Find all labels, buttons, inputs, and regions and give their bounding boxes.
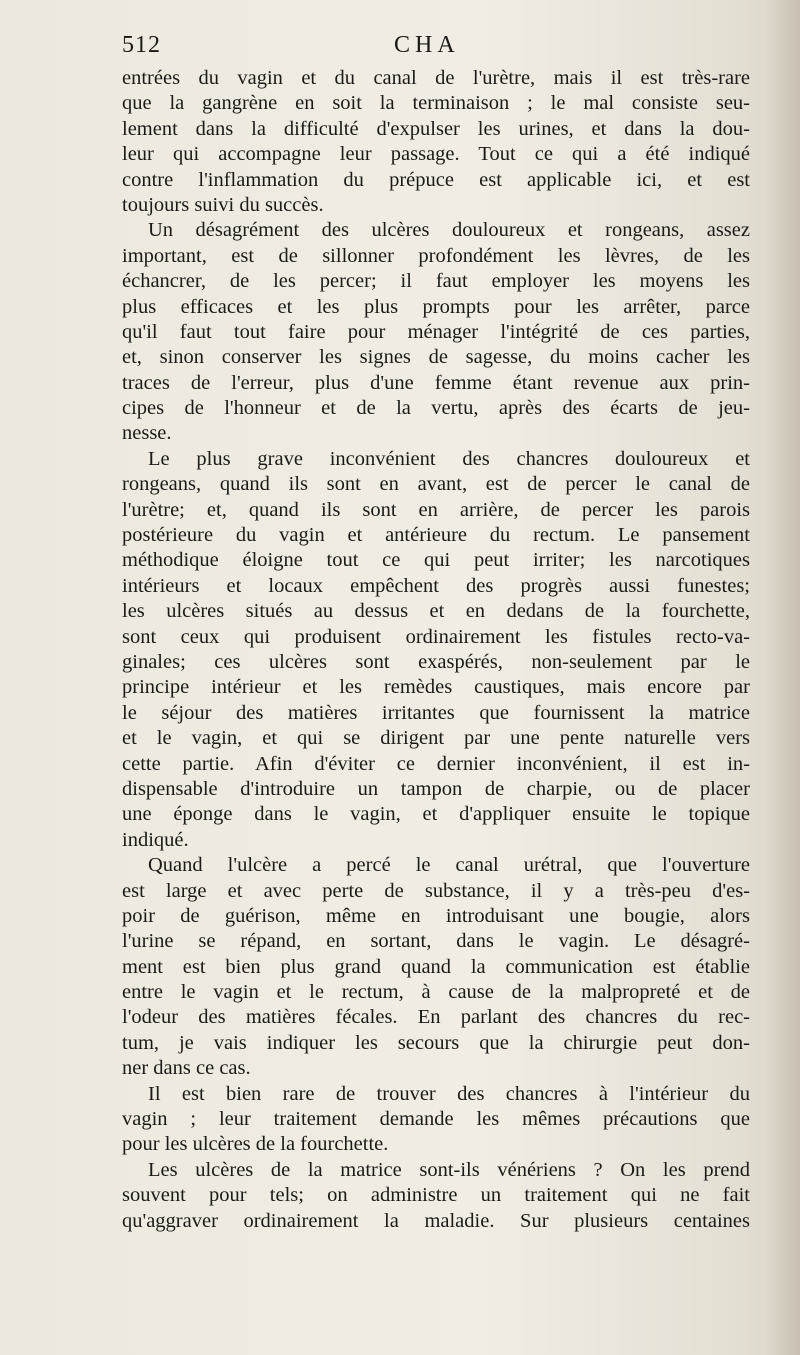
text-line: principe intérieur et les remèdes caustiques, mais encore par (122, 676, 750, 699)
text-line: Un désagrément des ulcères douloureux et rongeans, assez (148, 219, 750, 242)
page-edge-shadow (766, 0, 800, 1355)
text-line: Quand l'ulcère a percé le canal urétral, que l'ouverture (148, 854, 750, 877)
text-line: intérieurs et locaux empêchent des progrès aussi funestes; (122, 574, 750, 597)
text-line: plus efficaces et les plus prompts pour les arrêter, parce (122, 295, 750, 318)
text-line: toujours suivi du succès. (122, 193, 324, 216)
text-line: lement dans la difficulté d'expulser les urines, et dans la dou- (122, 117, 750, 140)
text-line: entrées du vagin et du canal de l'urètre, mais il est très-rare (122, 67, 750, 89)
text-line: Les ulcères de la matrice sont-ils vénériens ? On les prend (148, 1158, 750, 1181)
text-line: méthodique éloigne tout ce qui peut irriter; les narcotiques (122, 549, 750, 572)
text-line: qu'il faut tout faire pour ménager l'intégrité de ces parties, (122, 320, 750, 343)
text-line: cipes de l'honneur et de la vertu, après des écarts de jeu- (122, 397, 750, 420)
text-line: souvent pour tels; on administre un traitement qui ne fait (122, 1184, 750, 1207)
text-line: contre l'inflammation du prépuce est applicable ici, et est (122, 168, 750, 191)
text-line: ner dans ce cas. (122, 1057, 251, 1080)
text-line: entre le vagin et le rectum, à cause de la malpropreté et de (122, 981, 750, 1004)
text-line: une éponge dans le vagin, et d'appliquer ensuite le topique (122, 803, 750, 826)
text-line: Le plus grave inconvénient des chancres douloureux et (148, 447, 750, 470)
text-line: et, sinon conserver les signes de sagesse, du moins cacher les (122, 346, 750, 369)
text-line: l'urètre; et, quand ils sont en arrière, de percer les parois (122, 498, 750, 521)
text-line: postérieure du vagin et antérieure du rectum. Le pansement (122, 524, 750, 547)
text-line: rongeans, quand ils sont en avant, est de percer le canal de (122, 473, 750, 496)
page-number: 512 (122, 32, 161, 58)
text-line: tum, je vais indiquer les secours que la chirurgie peut don- (122, 1031, 750, 1054)
running-head: CHA (394, 32, 460, 58)
text-line: cette partie. Afin d'éviter ce dernier inconvénient, il est in- (122, 752, 750, 775)
text-line: traces de l'erreur, plus d'une femme étant revenue aux prin- (122, 371, 750, 394)
text-line: qu'aggraver ordinairement la maladie. Sur plusieurs centaines (122, 1209, 750, 1232)
text-line: poir de guérison, même en introduisant une bougie, alors (122, 904, 750, 927)
text-line: est large et avec perte de substance, il y a très-peu d'es- (122, 879, 750, 902)
text-line: vagin ; leur traitement demande les mêmes précautions que (122, 1108, 750, 1131)
text-line: le séjour des matières irritantes que fournissent la matrice (122, 701, 750, 724)
page-header (122, 32, 750, 64)
text-line: l'odeur des matières fécales. En parlant des chancres du rec- (122, 1006, 750, 1029)
text-line: nesse. (122, 422, 172, 445)
text-line: ginales; ces ulcères sont exaspérés, non-seulement par le (122, 650, 750, 673)
text-line: et le vagin, et qui se dirigent par une pente naturelle vers (122, 727, 750, 750)
text-line: l'urine se répand, en sortant, dans le vagin. Le désagré- (122, 930, 750, 953)
text-line: pour les ulcères de la fourchette. (122, 1133, 389, 1156)
text-line: que la gangrène en soit la terminaison ; le mal consiste seu- (122, 92, 750, 115)
text-line: dispensable d'introduire un tampon de charpie, ou de placer (122, 777, 750, 800)
text-line: ment est bien plus grand quand la communication est établie (122, 955, 750, 978)
text-line: indiqué. (122, 828, 189, 851)
text-line: Il est bien rare de trouver des chancres à l'intérieur du (148, 1082, 750, 1105)
text-line: important, est de sillonner profondément les lèvres, de les (122, 244, 750, 267)
text-line: échancrer, de les percer; il faut employer les moyens les (122, 270, 750, 293)
text-line: leur qui accompagne leur passage. Tout ce qui a été indiqué (122, 143, 750, 166)
body-text (122, 66, 750, 1234)
text-line: sont ceux qui produisent ordinairement les fistules recto-va- (122, 625, 750, 648)
text-line: les ulcères situés au dessus et en dedans de la fourchette, (122, 600, 750, 623)
